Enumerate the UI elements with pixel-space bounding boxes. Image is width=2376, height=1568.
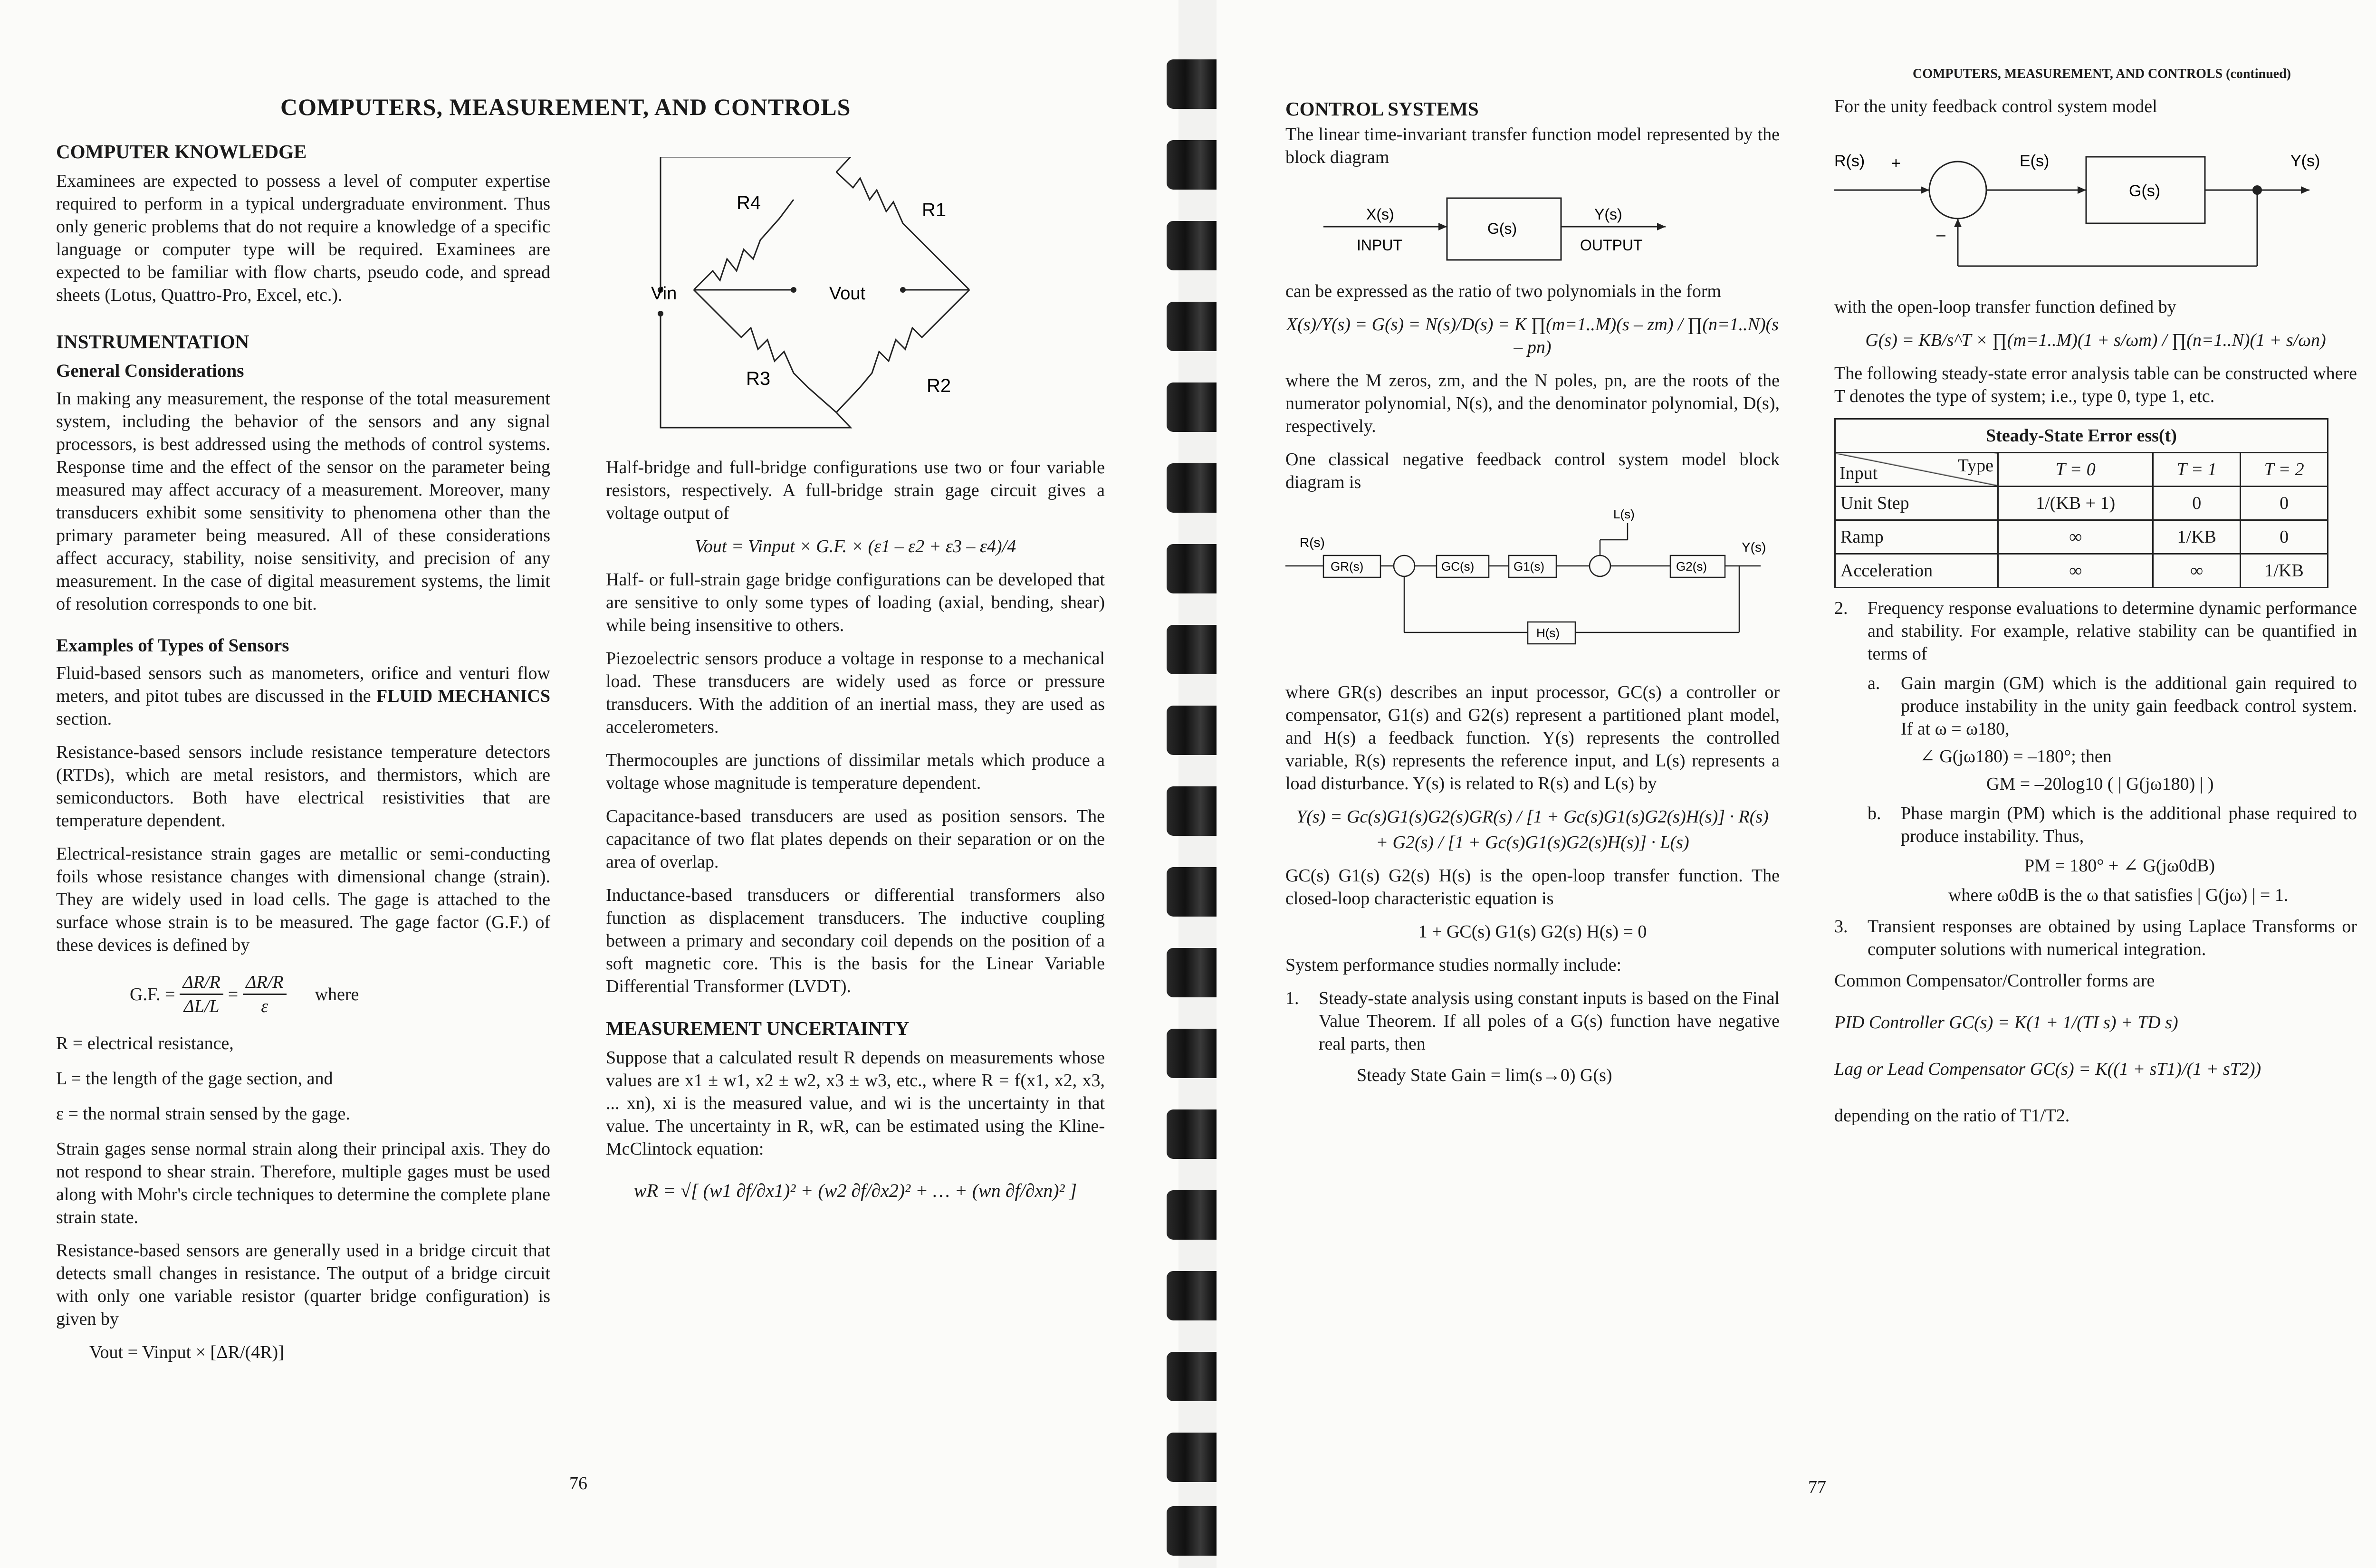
capacitance-text: Capacitance-based transducers are used as position sensors. The capacitance of two flat plates depends on their separation or on the area of overlap. [606, 806, 1105, 872]
gf-den-1: ΔL/L [183, 996, 220, 1016]
list-item [1285, 987, 1780, 1055]
table-title: Steady-State Error ess(t) [1835, 419, 2328, 453]
output-equation-line-1: Y(s) = Gc(s)G1(s)G2(s)GR(s) / [1 + Gc(s)G1(s)G2(s)H(s)] · R(s) [1296, 807, 1769, 827]
gain-margin-eq-1: ∠ G(jω180) = –180°; then [1920, 746, 2112, 766]
table-cell: ∞ [1998, 520, 2153, 554]
bd1-input: INPUT [1357, 237, 1402, 254]
gain-margin-eq-2: GM = –20log10 ( | G(jω180) | ) [1986, 774, 2214, 794]
gf-den-2: ε [261, 996, 268, 1016]
bridge-label-vout: Vout [829, 284, 866, 304]
right-column-1 [1285, 97, 1780, 1097]
error-table-intro-text: The following steady-state error analysis table can be constructed where T denotes the type of system; i.e., type 0, type 1, etc. [1834, 363, 2357, 406]
general-considerations-text: In making any measurement, the response of the total measurement system, including the behavior of the sensors and any signal processors, is best addressed using the methods of control systems. Response time and the effect of the sensor on the parameter being measured may affect accuracy of a measurement. Moreover, many transducers exhibit some sensitivity to phenomena other than the primary parameter being measured. All of these considerations affect accuracy, stability, noise sensitivity, and precision of any measurement. In the case of digital measurement systems, the limit of resolution corresponds to one bit. [56, 389, 550, 614]
table-row [1835, 554, 2328, 588]
table-row-label: Unit Step [1835, 487, 1998, 520]
list-item [1834, 597, 2357, 907]
gage-factor-equation: G.F. = $\frac{\Delta R/R}{\Delta L/L}$ = $\frac{\Delta R/R}{\varepsilon}$ where [130, 971, 550, 1018]
gf-num-2: ΔR/R [243, 971, 286, 995]
right-column-2 [1834, 95, 2357, 1138]
gf-fraction-2 [243, 971, 286, 1018]
unity-feedback-block-diagram [1834, 128, 2357, 290]
phase-margin-eq-1: PM = 180° + ∠ G(jω0dB) [2024, 856, 2215, 876]
running-head: COMPUTERS, MEASUREMENT, AND CONTROLS (continued) [1913, 67, 2291, 81]
vout-terminal-right [900, 287, 906, 293]
thermocouple-text: Thermocouples are junctions of dissimilar metals which produce a voltage whose magnitude is temperature dependent. [606, 750, 1105, 793]
bridge-config-text: Half-bridge and full-bridge configurations use two or four variable resistors, respectively. A full-bridge strain gage circuit gives a voltage output of [606, 458, 1105, 523]
bridge-label-r1: R1 [922, 200, 947, 220]
list-item-text: Transient responses are obtained by using Laplace Transforms or computer solutions with numerical integration. [1868, 917, 2357, 959]
bd2-hs: H(s) [1536, 626, 1560, 640]
measurement-uncertainty-heading: MEASUREMENT UNCERTAINTY [606, 1017, 910, 1039]
bd3-ys: Y(s) [2290, 152, 2320, 170]
list-item-number: 2. [1834, 598, 1848, 618]
bd2-rs: R(s) [1300, 535, 1325, 550]
table-cell: 0 [2241, 487, 2328, 520]
loading-sensitivity-text: Half- or full-strain gage bridge configurations can be developed that are sensitive to only some types of loading (axial, bending, shear) while being insensitive to others. [606, 570, 1105, 635]
open-loop-definition-text: with the open-loop transfer function defined by [1834, 297, 2176, 317]
fluid-mechanics-ref: FLUID MECHANICS [376, 686, 550, 706]
table-cell: ∞ [2153, 554, 2241, 588]
table-header: T = 1 [2153, 453, 2241, 487]
steady-state-gain-equation: Steady State Gain = lim(s→0) G(s) [1357, 1065, 1612, 1085]
inductance-text: Inductance-based transducers or differential transformers also function as displacement transducers. The inductive coupling between a primary and secondary coil depends on the position of a soft magnetic core. This is the basis for the Linear Variable Differential Transformer (LVDT). [606, 885, 1105, 996]
left-page-number: 76 [569, 1473, 587, 1493]
gage-definitions [56, 1032, 550, 1125]
left-page [0, 0, 1178, 1568]
bd2-ls: L(s) [1613, 507, 1635, 521]
table-row [1835, 520, 2328, 554]
bridge-label-r3: R3 [746, 368, 771, 389]
gf-fraction-1 [180, 971, 223, 1018]
table-row-label: Acceleration [1835, 554, 1998, 588]
characteristic-equation: 1 + GC(s) G1(s) G2(s) H(s) = 0 [1418, 922, 1647, 942]
table-row [1835, 419, 2328, 453]
list-item-number: 1. [1285, 988, 1299, 1008]
full-bridge-equation: Vout = Vinput × G.F. × (ε1 – ε2 + ε3 – ε4)/4 [694, 536, 1016, 556]
left-column-1 [56, 140, 550, 1374]
open-loop-text: GC(s) G1(s) G2(s) H(s) is the open-loop transfer function. The closed-loop characteristic equation is [1285, 866, 1780, 908]
output-equation-line-2: + G2(s) / [1 + Gc(s)G1(s)G2(s)H(s)] · L(s) [1376, 832, 1689, 852]
right-page [1217, 0, 2376, 1568]
phase-margin-eq-2: where ω0dB is the ω that satisfies | G(jω) | = 1. [1948, 885, 2289, 905]
table-row [1835, 453, 2328, 487]
table-cell: 0 [2241, 520, 2328, 554]
feedback-control-block-diagram [1285, 504, 1780, 661]
def-e: ε = the normal strain sensed by the gage. [56, 1104, 350, 1124]
control-systems-heading: CONTROL SYSTEMS [1285, 98, 1479, 120]
ltti-text: The linear time-invariant transfer function model represented by the block diagram [1285, 124, 1780, 167]
performance-list-1 [1285, 987, 1780, 1055]
strain-gage-text: Electrical-resistance strain gages are metallic or semi-conducting foils whose resistance changes with dimensional change (strain). They are widely used in load cells. The gage is attached to the surface whose strain is to be measured. The gage factor (G.F.) of these devices is defined by [56, 844, 550, 955]
quarter-bridge-equation: Vout = Vinput × [ΔR/(4R)] [89, 1342, 284, 1362]
feedback-description-text: where GR(s) describes an input processor, GC(s) a controller or compensator, G1(s) and G2(s) represent a partitioned plant model, and H(s) a feedback function. Y(s) represents the controlled variable, R(s) represents the reference input, and L(s) represents a load disturbance. Y(s) is related to R(s) and L(s) by [1285, 682, 1780, 794]
fluid-sensors-text [56, 662, 550, 730]
table-row [1835, 487, 2328, 520]
bd3-gs: G(s) [2129, 182, 2161, 200]
table-cell: ∞ [1998, 554, 2153, 588]
fluid-sensors-text-b: section. [56, 709, 112, 729]
list-item [1834, 915, 2357, 961]
bd2-gc: GC(s) [1441, 559, 1475, 574]
bridge-circuit-text: Resistance-based sensors are generally used in a bridge circuit that detects small changes in resistance. The output of a bridge circuit with only one variable resistor (quarter bridge configuration) is given by [56, 1241, 550, 1329]
vin-terminal-bottom [658, 311, 663, 316]
steady-state-error-table [1834, 418, 2328, 588]
bd3-rs: R(s) [1834, 152, 1865, 170]
bd3-es: E(s) [2020, 152, 2050, 170]
gain-margin-text: Gain margin (GM) which is the additional gain required to produce instability in the unity gain feedback control system. If at ω = ω180, [1901, 673, 2357, 739]
transfer-function-block-diagram [1285, 179, 1780, 274]
wheatstone-bridge-diagram [637, 157, 1007, 432]
table-row-label: Ramp [1835, 520, 1998, 554]
bd3-plus: + [1891, 154, 1901, 172]
bd2-g1: G1(s) [1514, 559, 1544, 574]
gain-margin-item [1868, 672, 2357, 795]
zeros-poles-text: where the M zeros, zm, and the N poles, pn, are the roots of the numerator polynomial, N(s), and the denominator polynomial, D(s), respectively. [1285, 371, 1780, 436]
ratio-text: depending on the ratio of T1/T2. [1834, 1106, 2070, 1126]
bd1-gs: G(s) [1487, 220, 1517, 237]
phase-margin-text: Phase margin (PM) which is the additional phase required to produce instability. Thus, [1901, 803, 2357, 846]
bridge-label-r4: R4 [737, 192, 761, 213]
bd2-ys: Y(s) [1742, 540, 1766, 555]
table-corner-cell [1835, 453, 1998, 487]
def-r: R = electrical resistance, [56, 1033, 234, 1053]
fluid-sensors-text-a: Fluid-based sensors such as manometers, orifice and venturi flow meters, and pitot tubes are discussed in the [56, 663, 550, 706]
table-header: T = 2 [2241, 453, 2328, 487]
list-item-text: Steady-state analysis using constant inputs is based on the Final Value Theorem. If all poles of a G(s) function have negative real parts, then [1319, 988, 1780, 1054]
table-header: T = 0 [1998, 453, 2153, 487]
bridge-label-r2: R2 [927, 375, 951, 396]
table-corner-input: Input [1839, 463, 1878, 483]
general-considerations-heading: General Considerations [56, 361, 244, 381]
table-cell: 1/(KB + 1) [1998, 487, 2153, 520]
table-cell: 1/KB [2153, 520, 2241, 554]
def-l: L = the length of the gage section, and [56, 1069, 333, 1089]
lag-lead-equation: Lag or Lead Compensator GC(s) = K((1 + sT1)/(1 + sT2)) [1834, 1059, 2261, 1079]
bd2-g2: G2(s) [1676, 559, 1707, 574]
sub-item-letter: a. [1868, 673, 1880, 693]
bd3-minus: – [1936, 226, 1945, 244]
resistance-sensors-text: Resistance-based sensors include resistance temperature detectors (RTDs), which are metal resistors, and thermistors, which are semiconductors. Both have electrical resistivities that are temperature dependent. [56, 742, 550, 831]
gf-lhs: G.F. = [130, 984, 175, 1004]
bd1-xs: X(s) [1366, 206, 1394, 223]
unity-feedback-text: For the unity feedback control system model [1834, 96, 2157, 116]
list-item-text: Frequency response evaluations to determine dynamic performance and stability. For example, relative stability can be quantified in terms of [1868, 598, 2357, 664]
left-column-2 [606, 456, 1105, 1213]
piezoelectric-text: Piezoelectric sensors produce a voltage in response to a mechanical load. These transducers are widely used as force or pressure transducers. With the addition of an inertial mass, they are used as accelerometers. [606, 649, 1105, 737]
phase-margin-item [1868, 802, 2357, 907]
performance-studies-text: System performance studies normally include: [1285, 955, 1622, 975]
sensor-types-heading: Examples of Types of Sensors [56, 635, 289, 656]
list-item-number: 3. [1834, 917, 1848, 937]
performance-list-2 [1834, 597, 2357, 961]
gf-num-1: ΔR/R [180, 971, 223, 995]
left-page-title: COMPUTERS, MEASUREMENT, AND CONTROLS [280, 94, 851, 120]
feedback-model-text: One classical negative feedback control system model block diagram is [1285, 449, 1780, 492]
transfer-function-equation: X(s)/Y(s) = G(s) = N(s)/D(s) = K ∏(m=1..M)(s – zm) / ∏(n=1..N)(s – pn) [1286, 315, 1779, 357]
gf-where: where [315, 984, 359, 1004]
bd1-ys: Y(s) [1594, 206, 1622, 223]
vout-terminal-left [791, 287, 796, 293]
instrumentation-heading: INSTRUMENTATION [56, 331, 249, 353]
strain-gage-axis-text: Strain gages sense normal strain along their principal axis. They do not respond to shear strain. Therefore, multiple gages must be used along with Mohr's circle techniques to determine the complete plane strain state. [56, 1139, 550, 1227]
computer-knowledge-text: Examinees are expected to possess a level of computer expertise required to perform in a typical undergraduate environment. Thus only generic problems that do not require a knowledge of a specific language or computer type will be required. Examinees are expected to be familiar with flow charts, pseudo code, and spread sheets (Lotus, Quattro-Pro, Excel, etc.). [56, 171, 550, 305]
kline-mcclintock-equation: wR = √[ (w1 ∂f/∂x1)² + (w2 ∂f/∂x2)² + … + (wn ∂f/∂xn)² ] [633, 1180, 1077, 1201]
compensator-intro-text: Common Compensator/Controller forms are [1834, 971, 2155, 991]
sub-item-letter: b. [1868, 803, 1881, 823]
table-cell: 1/KB [2241, 554, 2328, 588]
right-page-number: 77 [1808, 1477, 1826, 1497]
table-cell: 0 [2153, 487, 2241, 520]
bd1-output: OUTPUT [1580, 237, 1643, 254]
bridge-label-vin: Vin [651, 284, 677, 304]
polynomial-ratio-text: can be expressed as the ratio of two polynomials in the form [1285, 281, 1722, 301]
table-corner-type: Type [1957, 456, 1993, 476]
computer-knowledge-heading: COMPUTER KNOWLEDGE [56, 141, 307, 163]
bd2-gr: GR(s) [1331, 559, 1364, 574]
measurement-uncertainty-text: Suppose that a calculated result R depends on measurements whose values are x1 ± w1, x2 ± w2, x3 ± w3, etc., where R = f(x1, x2, x3, ... xn), xi is the measured value, and wi is the uncertainty in that value. The uncertainty in R, wR, can be estimated using the Kline-McClintock equation: [606, 1048, 1105, 1159]
pid-controller-equation: PID Controller GC(s) = K(1 + 1/(TI s) + TD s) [1834, 1013, 2178, 1033]
open-loop-equation: G(s) = KB/s^T × ∏(m=1..M)(1 + s/ωm) / ∏(n=1..N)(1 + s/ωn) [1865, 330, 2326, 350]
